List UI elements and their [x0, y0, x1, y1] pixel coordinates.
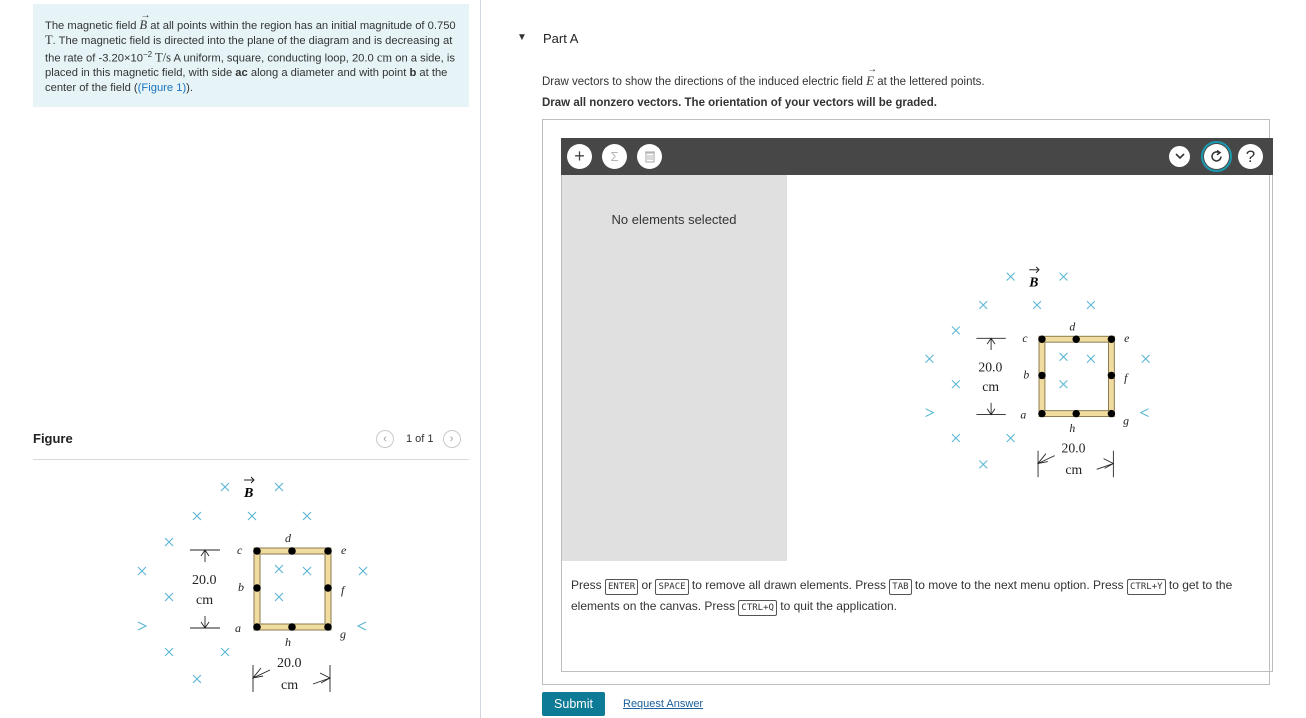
problem-text: at all points within the region has an initial magnitude of 0.750: [147, 20, 456, 32]
canvas-figure[interactable]: [910, 260, 1170, 485]
field-label: [243, 477, 254, 501]
figure-link[interactable]: (Figure 1): [137, 81, 187, 94]
rate-unit: T/s: [152, 51, 171, 66]
chevron-down-icon[interactable]: [1169, 146, 1190, 167]
svg-text:d: d: [285, 531, 291, 545]
drawing-toolbar: [561, 138, 1273, 175]
svg-text:b: b: [238, 580, 244, 594]
svg-text:f: f: [1124, 371, 1128, 385]
kbd-enter: ENTER: [605, 579, 638, 595]
field-crosses: [138, 483, 367, 683]
side-dimension: [190, 550, 220, 628]
svg-text:cm: cm: [281, 678, 299, 693]
problem-text: along a diameter and with point: [247, 67, 410, 80]
chevron-left-icon[interactable]: ‹: [376, 430, 394, 448]
submit-button[interactable]: Submit: [542, 692, 605, 716]
svg-text:e: e: [341, 543, 347, 557]
svg-text:h: h: [285, 635, 291, 649]
chevron-right-icon[interactable]: ›: [443, 430, 461, 448]
svg-text:b: b: [1023, 368, 1030, 382]
svg-text:a: a: [235, 621, 241, 635]
svg-text:cm: cm: [196, 593, 214, 608]
problem-statement: [33, 4, 469, 107]
figure-divider: [33, 459, 469, 460]
exponent: −2: [142, 50, 153, 60]
kbd-tab: TAB: [889, 579, 911, 595]
point-label: b: [409, 67, 417, 80]
svg-text:a: a: [1020, 408, 1027, 422]
keyboard-help: Press ENTER or SPACE to remove all drawn elements. Press TAB to move to the next menu option. Press CTRL+Y to get to the elements on the canvas. Press CTRL+Q to quit the application.: [571, 575, 1261, 617]
instruction-bold: Draw all nonzero vectors. The orientation of your vectors will be graded.: [542, 97, 937, 109]
no-selection-text: No elements selected: [611, 212, 737, 227]
plus-icon[interactable]: +: [567, 144, 592, 169]
problem-text: A uniform, square, conducting loop, 20.0: [170, 53, 377, 66]
unit-tesla: T: [45, 33, 53, 48]
figure-label: Figure: [33, 431, 73, 446]
efield-symbol: → E: [866, 64, 878, 88]
svg-text:B: B: [244, 486, 254, 501]
trash-icon[interactable]: [637, 144, 662, 169]
canvas-field-label: [1028, 267, 1039, 290]
svg-text:c: c: [1022, 332, 1028, 346]
svg-text:g: g: [1123, 414, 1130, 428]
problem-text: ).: [186, 81, 194, 94]
pager-count: 1 of 1: [406, 433, 434, 445]
problem-text: . The magnetic field is directed into the plane of the diagram and is decreasing at the rate of -3.20×10: [45, 35, 453, 66]
figure-pager: [376, 430, 461, 448]
triangle-down-icon[interactable]: ▼: [517, 32, 527, 43]
conducting-loop: [257, 551, 328, 627]
pane-divider: [480, 0, 481, 718]
left-pane: [0, 0, 480, 718]
properties-panel: [561, 175, 787, 561]
sigma-icon[interactable]: Σ: [602, 144, 627, 169]
svg-text:20.0: 20.0: [1061, 440, 1086, 456]
field-symbol: → B: [139, 10, 151, 32]
unit-cm: cm: [376, 51, 393, 66]
problem-text: on a side, is placed in this magnetic field, with side: [45, 53, 455, 80]
side-label: ac: [235, 67, 248, 80]
request-answer-link[interactable]: Request Answer: [623, 698, 704, 710]
svg-text:20.0: 20.0: [277, 656, 302, 671]
kbd-space: SPACE: [655, 579, 688, 595]
svg-text:g: g: [340, 627, 346, 641]
problem-text: The magnetic field: [45, 20, 140, 32]
problem-text: at the center of the field (: [45, 67, 448, 94]
svg-text:cm: cm: [982, 379, 1000, 395]
figure-diagram: [130, 470, 380, 700]
svg-text:cm: cm: [1065, 462, 1083, 478]
svg-text:B: B: [1029, 274, 1039, 290]
part-title[interactable]: Part A: [543, 31, 579, 46]
svg-text:h: h: [1069, 422, 1076, 436]
svg-text:c: c: [237, 543, 243, 557]
svg-text:f: f: [341, 583, 345, 597]
svg-text:20.0: 20.0: [192, 573, 217, 588]
svg-text:d: d: [1069, 320, 1076, 334]
kbd-ctrl-q: CTRL+Q: [738, 600, 777, 616]
kbd-ctrl-y: CTRL+Y: [1127, 579, 1166, 595]
svg-text:20.0: 20.0: [978, 359, 1003, 375]
instruction: Draw vectors to show the directions of the induced electric field → E at the lettered points.: [542, 64, 985, 88]
svg-text:e: e: [1124, 332, 1130, 346]
question-icon[interactable]: ?: [1238, 144, 1263, 169]
reset-icon[interactable]: [1204, 144, 1229, 169]
lettered-points: [253, 547, 332, 631]
